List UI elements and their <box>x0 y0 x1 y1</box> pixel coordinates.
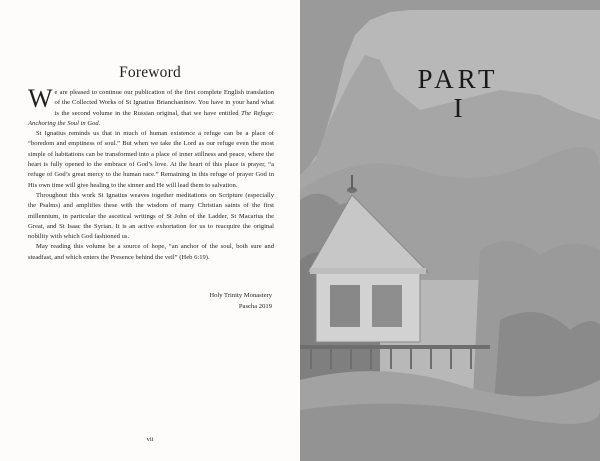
foreword-paragraph-2: St Ignatius reminds us that in much of human existence a refuge can be a place of “boredom and emptiness of soul.” But when we take the Lord as our refuge even the most simple of habitations can be transformed into a place of inner stillness and peace, where the heart is fully opened to the embrace of God’s love. At the heart of this place is prayer, “a refuge of God’s great mercy to the human race.” Remaining in this refuge of prayer God in His own time will give healing to the sinner and He will lead them to salvation. <box>28 130 274 189</box>
foreword-title: Foreword <box>119 64 181 81</box>
paragraph-1-text: e are pleased to continue our publication of the first complete English translation of the Collected Works of St Ignatius Brianchaninov. You have in your hand what is the second volume in the Russian original, that we have entitled <box>54 89 274 117</box>
part-number: I <box>453 93 463 123</box>
part-title-page <box>300 0 600 461</box>
drop-cap: W <box>28 84 53 113</box>
part-label: PART <box>417 64 499 94</box>
foreword-paragraph-4: May reading this volume be a source of hope, “an anchor of the soul, both sure and steadfast, and which enters the Presence behind the veil” (Heb 6:19). <box>28 243 274 261</box>
page-number: vii <box>146 436 154 443</box>
foreword-paragraph-3: Throughout this work St Ignatius weaves together meditations on Scripture (especially the Psalms) and amplifies these with the wisdom of many Christian saints of the first millennium, in particular the ascetical writings of St John of the Ladder, St Macarius the Great, and St Isaac the Syrian. It is an active exhortation for us to reacquire the original nobility with which God fashioned us. <box>28 191 274 241</box>
foreword-body <box>28 84 274 263</box>
signature-monastery: Holy Trinity Monastery <box>209 292 272 299</box>
book-title: The Refuge: Anchoring the Soul in God. <box>28 109 274 127</box>
signature-block <box>209 291 272 312</box>
signature-date: Pascha 2019 <box>238 302 272 310</box>
foreword-paragraph-1 <box>28 84 274 129</box>
